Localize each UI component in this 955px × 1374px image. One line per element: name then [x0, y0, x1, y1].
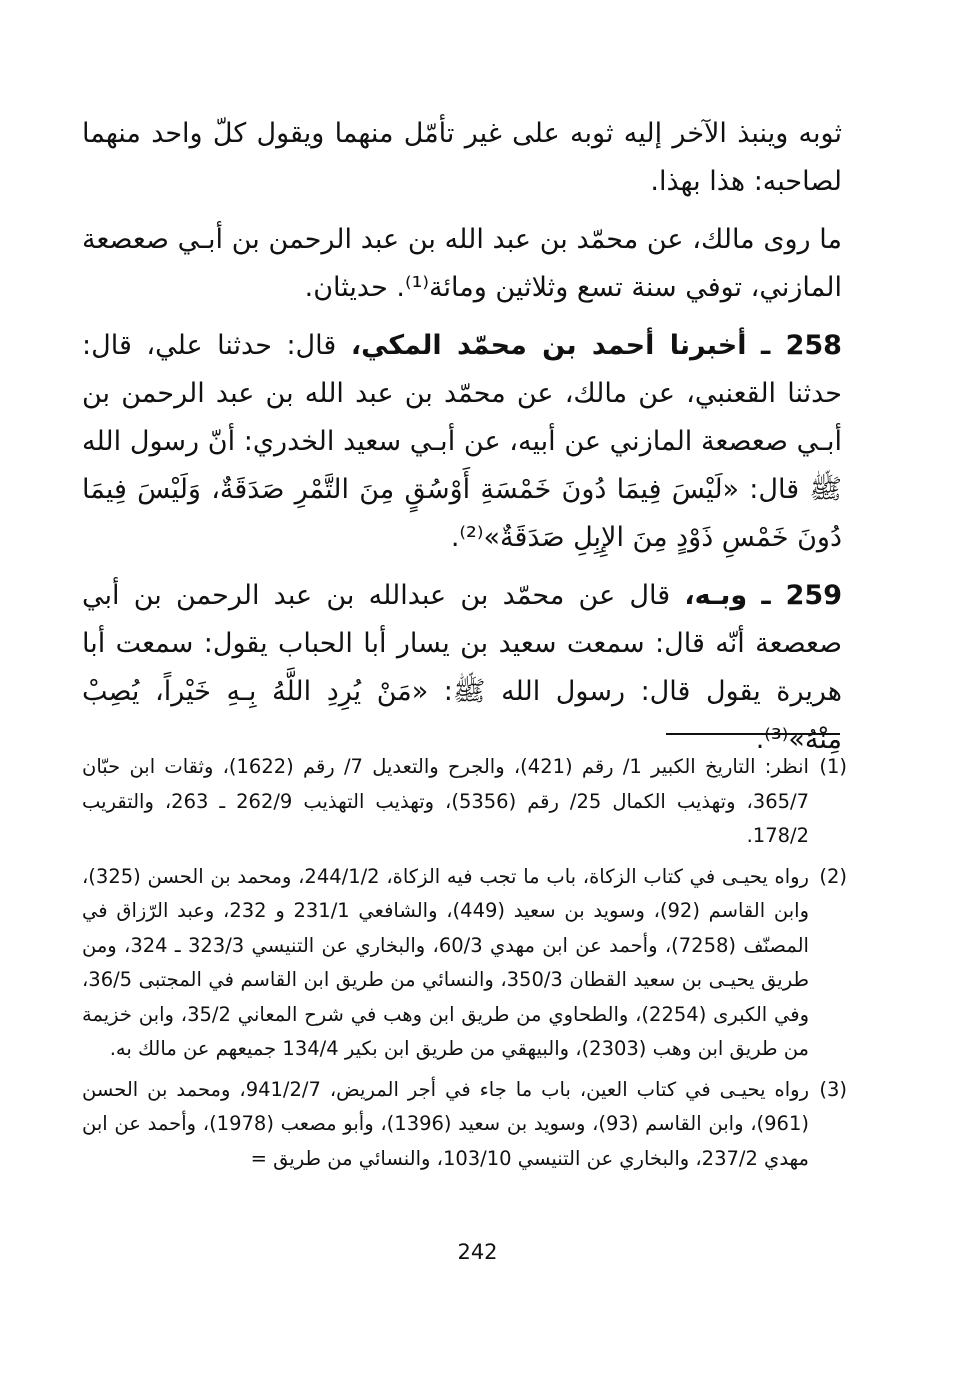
- hadith-number: 259 ـ: [761, 580, 842, 611]
- hadith-text: قال عن محمّد بن عبدالله بن عبد الرحمن بن أبي صعصعة أنّه قال: سمعت سعيد بن يسار أبا الحباب يقول: سمعت أبا هريرة يقول قال: رسول الله ﷺ: «مَنْ يُرِدِ اللَّهُ بِـهِ خَيْراً، يُصِبْ مِنْهُ»⁽³⁾.: [82, 580, 842, 755]
- paragraph-continuation: ثوبه وينبذ الآخر إليه ثوبه على غير تأمّل منهما ويقول كلّ واحد منهما لصاحبه: هذا بهذا.: [82, 118, 842, 197]
- footnote-number: (1): [819, 755, 847, 778]
- hadith-259: [82, 572, 842, 764]
- footnote: [82, 750, 847, 854]
- footnotes: [82, 750, 847, 1182]
- footnote-text: انظر: التاريخ الكبير 1/ رقم (421)، والجرح والتعديل 7/ رقم (1622)، وثقات ابن حبّان 365/7، وتهذيب الكمال 25/ رقم (5356)، وتهذيب التهذيب 262/9 ـ 263، والتقريب 178/2.: [82, 755, 809, 847]
- hadith-258: [82, 322, 842, 562]
- footnote-separator: [666, 733, 840, 735]
- footnote-text: رواه يحيـى في كتاب الزكاة، باب ما تجب فيه الزكاة، 244/1/2، ومحمد بن الحسن (325)، وابن القاسم (92)، وسويد بن سعيد (449)، والشافعي 231/1 و 232، وعبد الرّزاق في المصنّف (7258)، وأحمد عن ابن مهدي 60/3، والبخاري عن التنيسي 323/3 ـ 324، ومن طريق يحيـى بن سعيد القطان 350/3، والنسائي من طريق ابن القاسم في المجتبى 36/5، وفي الكبرى (2254)، والطحاوي من طريق ابن وهب في شرح المعاني 35/2، وابن خزيمة من طريق ابن وهب (2303)، والبيهقي من طريق ابن بكير 134/4 جميعهم عن مالك به.: [82, 864, 810, 1060]
- footnote: [82, 1073, 847, 1177]
- footnote: [82, 860, 847, 1067]
- footnote-number: (3): [819, 1077, 847, 1101]
- hadith-lead: أخبرنا أحمد بن محمّد المكي،: [350, 330, 747, 361]
- footnote-text: رواه يحيـى في كتاب العين، باب ما جاء في أجر المريض، 941/2/7، ومحمد بن الحسن (961)، وابن القاسم (93)، وسويد بن سعيد (1396)، وأبو مصعب (1978)، وأحمد عن ابن مهدي 237/2، والبخاري عن التنيسي 103/10، والنسائي من طريق =: [82, 1077, 809, 1170]
- footnote-number: (2): [819, 864, 847, 888]
- hadith-lead: وبـه،: [684, 580, 748, 611]
- hadith-text: قال: حدثنا علي، قال: حدثنا القعنبي، عن مالك، عن محمّد بن عبد الله بن عبد الرحمن بن أبـي صعصعة المازني عن أبيه، عن أبـي سعيد الخدري: أنّ رسول الله ﷺ قال: «لَيْسَ فِيمَا دُونَ خَمْسَةِ أَوْسُقٍ مِنَ التَّمْرِ صَدَقَةٌ، وَلَيْسَ فِيمَا دُونَ خَمْسِ ذَوْدٍ مِنَ الإِبِلِ صَدَقَةٌ»⁽²⁾.: [82, 330, 842, 553]
- main-text: [82, 110, 842, 774]
- page-number: 242: [457, 1240, 498, 1264]
- hadith-number: 258 ـ: [761, 330, 842, 361]
- paragraph-narrator-intro: ما روى مالك، عن محمّد بن عبد الله بن عبد الرحمن بن أبـي صعصعة المازني، توفي سنة تسع وثلاثين ومائة⁽¹⁾. حديثان.: [82, 224, 842, 303]
